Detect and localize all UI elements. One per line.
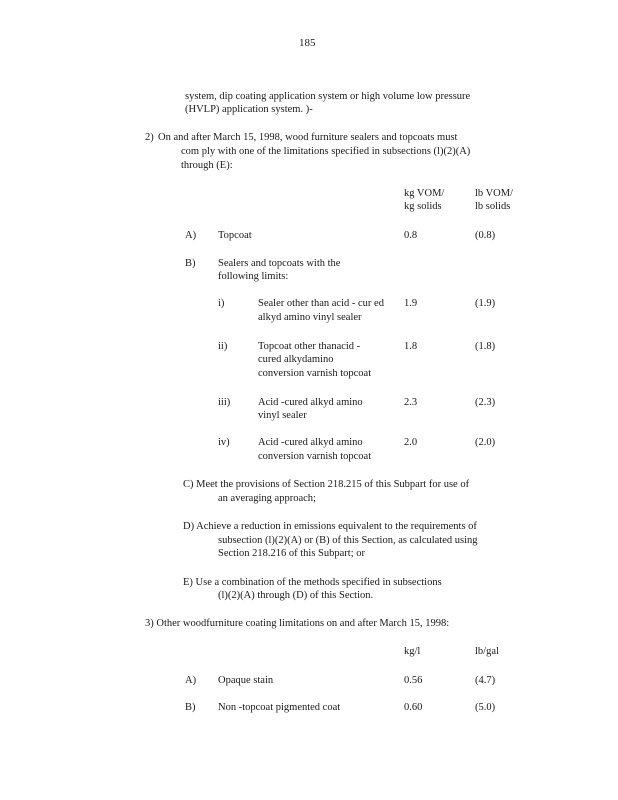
- column-header-kg-vom: kg VOM/: [404, 188, 445, 199]
- item-c-line: an averaging approach;: [218, 493, 316, 504]
- row-letter: B): [185, 702, 196, 713]
- row-lb-value: (2.3): [475, 397, 496, 408]
- row-label: Sealers and topcoats with the: [218, 258, 341, 269]
- sub-row-label: conversion varnish topcoat: [258, 368, 372, 379]
- row-kg-value: 0.60: [404, 702, 423, 713]
- row-kg-value: 0.8: [404, 230, 418, 241]
- item-2-line: com ply with one of the limitations specified in subsections (l)(2)(A): [181, 146, 471, 157]
- row-lb-value: (2.0): [475, 437, 496, 448]
- item-d-line: Section 218.216 of this Subpart; or: [218, 548, 365, 559]
- row-label: Opaque stain: [218, 675, 274, 686]
- sub-row-label: Topcoat other thanacid -: [258, 341, 361, 352]
- column-header-kg-per-l: kg/l: [404, 646, 421, 657]
- item-d-line: subsection (l)(2)(A) or (B) of this Section, as calculated using: [218, 535, 478, 546]
- row-letter: A): [185, 230, 197, 241]
- row-label: Non -topcoat pigmented coat: [218, 702, 341, 713]
- item-e-line: (l)(2)(A) through (D) of this Section.: [218, 590, 374, 601]
- row-kg-value: 2.3: [404, 397, 418, 408]
- row-kg-value: 2.0: [404, 437, 418, 448]
- row-lb-value: (4.7): [475, 675, 496, 686]
- row-lb-value: (5.0): [475, 702, 496, 713]
- row-letter: B): [185, 258, 196, 269]
- row-lb-value: (1.8): [475, 341, 496, 352]
- column-header-lb-per-gal: lb/gal: [475, 646, 499, 657]
- intro-line: system, dip coating application system or high volume low pressure: [185, 91, 471, 102]
- row-label: Topcoat: [218, 230, 252, 241]
- page-number: 185: [299, 37, 316, 49]
- row-letter: A): [185, 675, 197, 686]
- row-lb-value: (1.9): [475, 298, 496, 309]
- item-3-line: 3) Other woodfurniture coating limitations on and after March 15, 1998:: [145, 618, 450, 629]
- item-e-line: E) Use a combination of the methods specified in subsections: [183, 577, 442, 588]
- sub-row-label: vinyl sealer: [258, 410, 307, 421]
- sub-row-label: Acid -cured alkyd amino: [258, 397, 363, 408]
- item-c-line: C) Meet the provisions of Section 218.215 of this Subpart for use of: [183, 479, 470, 490]
- intro-line: (HVLP) application system. )-: [185, 104, 313, 115]
- sub-row-number: i): [218, 298, 225, 309]
- sub-row-label: Sealer other than acid - cur ed: [258, 298, 384, 309]
- item-2-line: through (E):: [181, 160, 233, 171]
- sub-row-label: cured alkydamino: [258, 354, 334, 365]
- sub-row-number: iii): [218, 397, 231, 408]
- row-kg-value: 0.56: [404, 675, 423, 686]
- sub-row-label: Acid -cured alkyd amino: [258, 437, 363, 448]
- sub-row-label: alkyd amino vinyl sealer: [258, 312, 362, 323]
- column-header-kg-vom: kg solids: [404, 201, 442, 212]
- item-number: 2): [145, 132, 154, 143]
- column-header-lb-vom: lb solids: [475, 201, 511, 212]
- column-header-lb-vom: lb VOM/: [475, 188, 514, 199]
- sub-row-label: conversion varnish topcoat: [258, 451, 372, 462]
- sub-row-number: iv): [218, 437, 230, 448]
- item-d-line: D) Achieve a reduction in emissions equivalent to the requirements of: [183, 521, 477, 532]
- row-label: following limits:: [218, 271, 289, 282]
- row-lb-value: (0.8): [475, 230, 496, 241]
- sub-row-number: ii): [218, 341, 228, 352]
- item-2-line: On and after March 15, 1998, wood furniture sealers and topcoats must: [158, 132, 458, 143]
- row-kg-value: 1.8: [404, 341, 418, 352]
- row-kg-value: 1.9: [404, 298, 418, 309]
